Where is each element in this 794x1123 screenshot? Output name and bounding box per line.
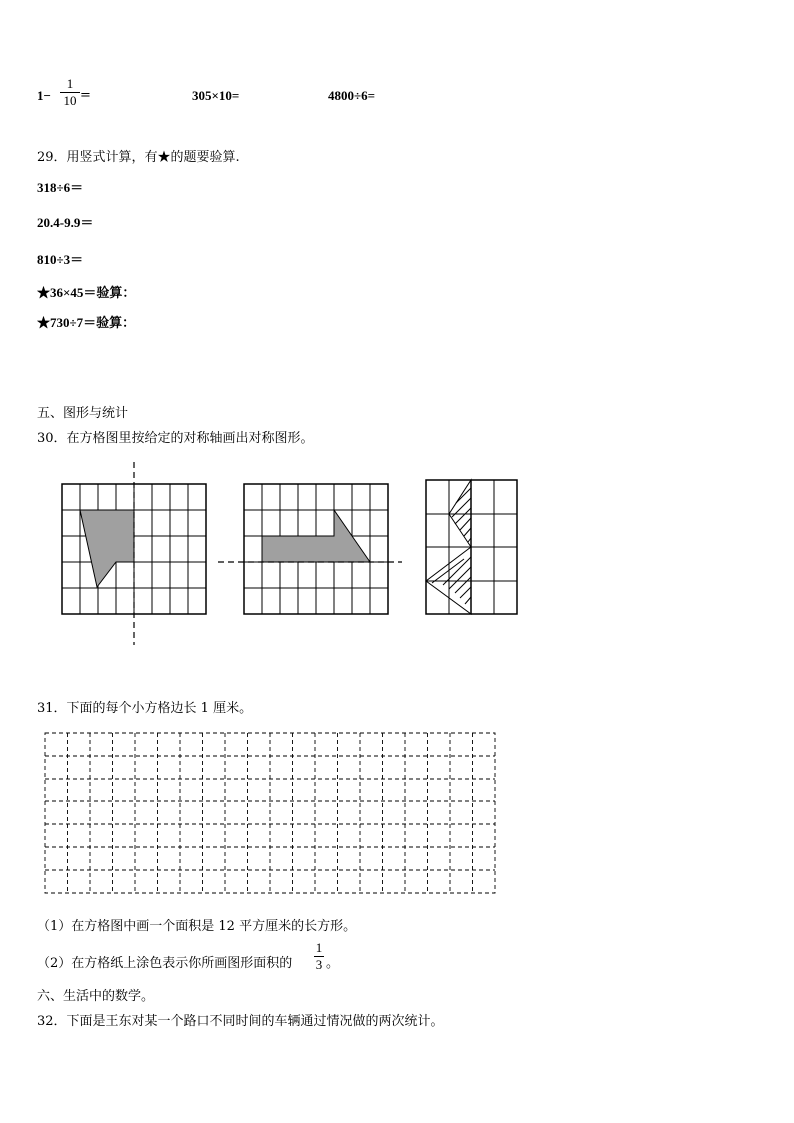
- grid-c: [426, 480, 517, 614]
- calc-3: 4800÷6=: [328, 88, 376, 103]
- fraction-denominator: 3: [315, 957, 323, 972]
- q31-sub1: （1）在方格图中画一个面积是 12 平方厘米的长方形。: [37, 919, 357, 934]
- fraction-one-third: [314, 941, 324, 972]
- q30-title: 30．在方格图里按给定的对称轴画出对称图形。: [37, 431, 314, 446]
- section-6-title: 六、生活中的数学。: [37, 989, 155, 1004]
- q29-item-1: 318÷6＝: [37, 180, 84, 195]
- fraction-numerator: 1: [315, 940, 323, 955]
- calc-1-equals: =: [80, 88, 91, 103]
- q29-item-5: ★730÷7＝验算：: [37, 315, 136, 330]
- calc-1-prefix: 1−: [37, 88, 51, 103]
- q32-title: 32．下面是王东对某一个路口不同时间的车辆通过情况做的两次统计。: [37, 1014, 444, 1029]
- shape-a-shaded: [80, 510, 134, 587]
- q31-sub2-prefix: （2）在方格纸上涂色表示你所画图形面积的: [37, 956, 293, 971]
- fraction-denominator: 10: [63, 93, 77, 108]
- section-5-title: 五、图形与统计: [37, 406, 129, 421]
- q29-item-2: 20.4-9.9＝: [37, 215, 94, 230]
- q31-title: 31．下面的每个小方格边长 1 厘米。: [37, 701, 253, 716]
- grid-b: [218, 484, 402, 614]
- calc-2: 305×10=: [192, 88, 240, 103]
- grid-a: [62, 462, 206, 645]
- q29-item-3: 810÷3＝: [37, 252, 84, 267]
- q31-dashed-grid: [45, 733, 495, 893]
- fraction-numerator: 1: [66, 76, 74, 91]
- q29-item-4: ★36×45＝验算：: [37, 285, 136, 300]
- q29-title: 29．用竖式计算，有★的题要验算.: [37, 150, 240, 165]
- q31-sub2-suffix: 。: [326, 956, 340, 971]
